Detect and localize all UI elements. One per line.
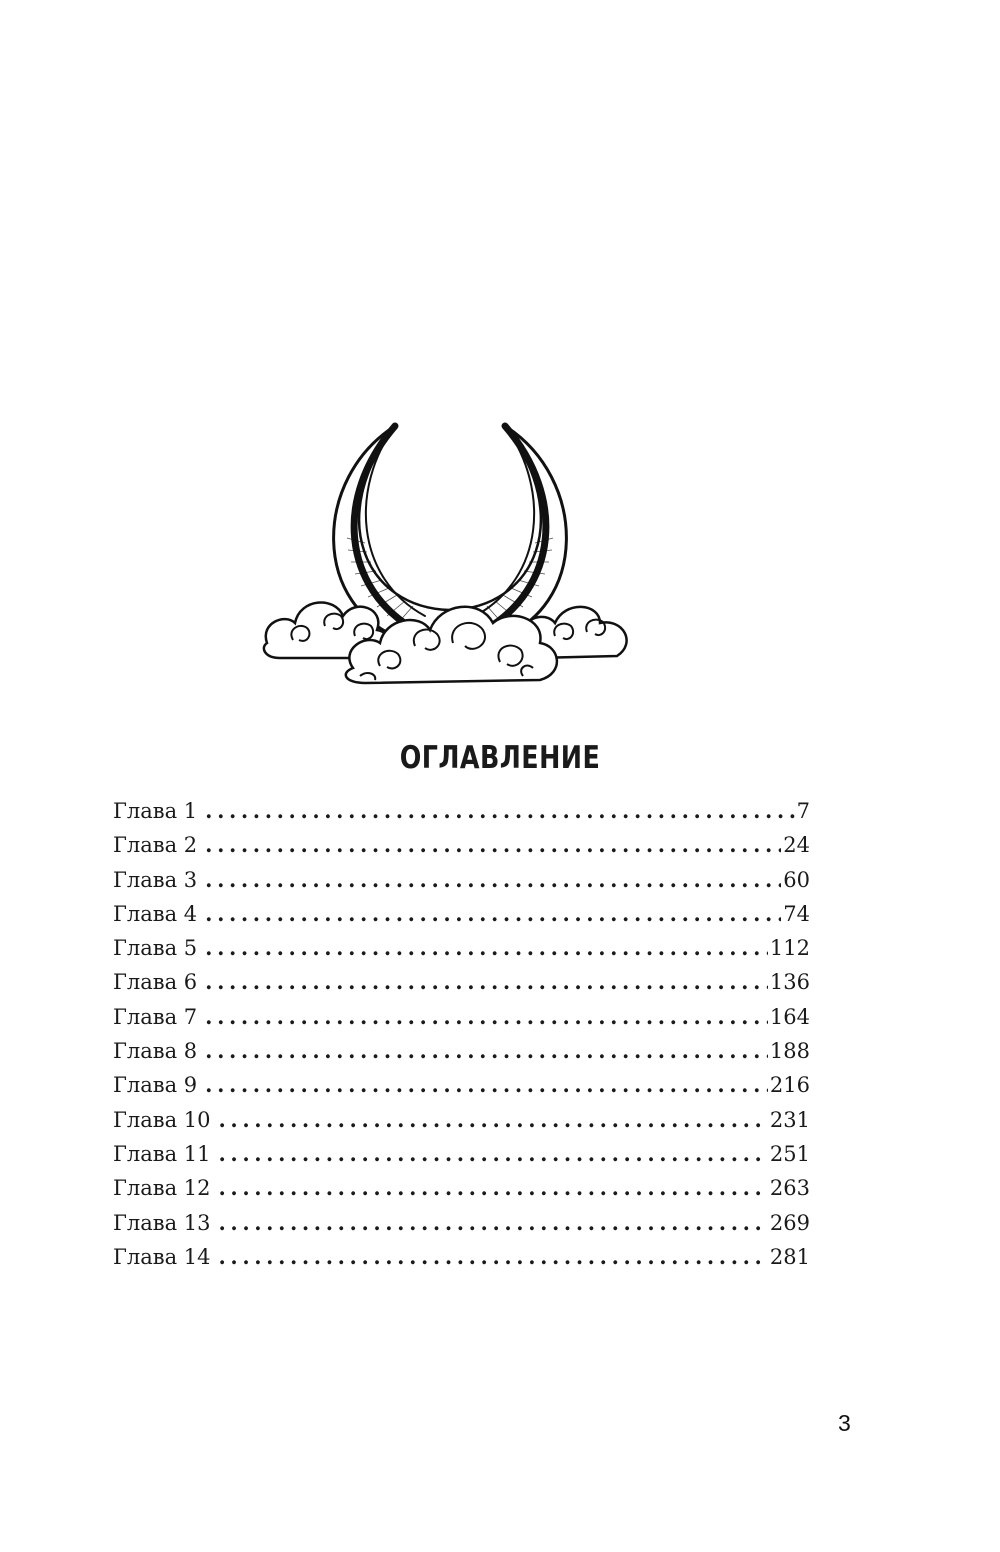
- toc-entry-page: 281: [769, 1244, 810, 1269]
- toc-entry-page: 216: [769, 1073, 810, 1098]
- toc-entry-page: 74: [783, 901, 810, 926]
- toc-dot-leader: [205, 901, 781, 926]
- toc-entry-label: Глава 12: [113, 1176, 211, 1201]
- toc-entry[interactable]: [113, 832, 810, 866]
- toc-entry[interactable]: [113, 1072, 810, 1106]
- toc-dot-leader: [219, 1244, 768, 1269]
- toc-entry-label: Глава 1: [113, 799, 198, 823]
- toc-entry-page: 263: [769, 1176, 810, 1201]
- toc-entry[interactable]: [113, 798, 810, 832]
- toc-dot-leader: [205, 1072, 768, 1097]
- toc-entry[interactable]: [113, 1244, 810, 1278]
- toc-entry-label: Глава 2: [113, 833, 198, 858]
- toc-entry[interactable]: [113, 1038, 810, 1072]
- toc-entry[interactable]: [113, 1004, 810, 1038]
- toc-entry-page: 231: [769, 1107, 810, 1132]
- toc-dot-leader: [205, 1038, 768, 1063]
- toc-entry-label: Глава 8: [113, 1039, 198, 1064]
- toc-dot-leader: [205, 798, 794, 823]
- page-number: 3: [838, 1410, 851, 1436]
- toc-entry-label: Глава 3: [113, 867, 198, 892]
- toc-entry-page: 60: [783, 867, 810, 892]
- toc-entry-page: 164: [769, 1004, 810, 1029]
- crescent-moon-clouds-icon: [255, 418, 645, 698]
- toc-dot-leader: [205, 935, 768, 960]
- toc-entry[interactable]: [113, 969, 810, 1003]
- toc-entry[interactable]: [113, 1175, 810, 1209]
- toc-entry-page: 7: [796, 799, 810, 823]
- toc-dot-leader: [219, 1210, 768, 1235]
- toc-entry-label: Глава 7: [113, 1004, 198, 1029]
- toc-list: [113, 798, 810, 1278]
- toc-entry-page: 136: [769, 970, 810, 995]
- toc-dot-leader: [205, 867, 781, 892]
- toc-entry[interactable]: [113, 935, 810, 969]
- toc-dot-leader: [219, 1175, 768, 1200]
- toc-entry-label: Глава 9: [113, 1073, 198, 1098]
- toc-dot-leader: [205, 832, 781, 857]
- toc-entry-page: 269: [769, 1210, 810, 1235]
- toc-dot-leader: [219, 1141, 768, 1166]
- toc-dot-leader: [219, 1107, 768, 1132]
- toc-dot-leader: [205, 1004, 768, 1029]
- toc-entry-label: Глава 10: [113, 1107, 211, 1132]
- toc-entry-page: 112: [769, 936, 810, 961]
- toc-entry-label: Глава 5: [113, 936, 198, 961]
- toc-entry-page: 24: [783, 833, 810, 858]
- toc-heading: ОГЛАВЛЕНИЕ: [399, 740, 601, 776]
- toc-entry-label: Глава 4: [113, 901, 198, 926]
- toc-dot-leader: [205, 969, 768, 994]
- toc-entry-page: 188: [769, 1039, 810, 1064]
- toc-entry[interactable]: [113, 901, 810, 935]
- toc-entry-label: Глава 6: [113, 970, 198, 995]
- toc-entry-page: 251: [769, 1141, 810, 1166]
- toc-entry-label: Глава 14: [113, 1244, 211, 1269]
- toc-entry-label: Глава 11: [113, 1141, 211, 1166]
- toc-entry-label: Глава 13: [113, 1210, 211, 1235]
- toc-entry[interactable]: [113, 1141, 810, 1175]
- toc-entry[interactable]: [113, 1107, 810, 1141]
- toc-entry[interactable]: [113, 1210, 810, 1244]
- toc-entry[interactable]: [113, 867, 810, 901]
